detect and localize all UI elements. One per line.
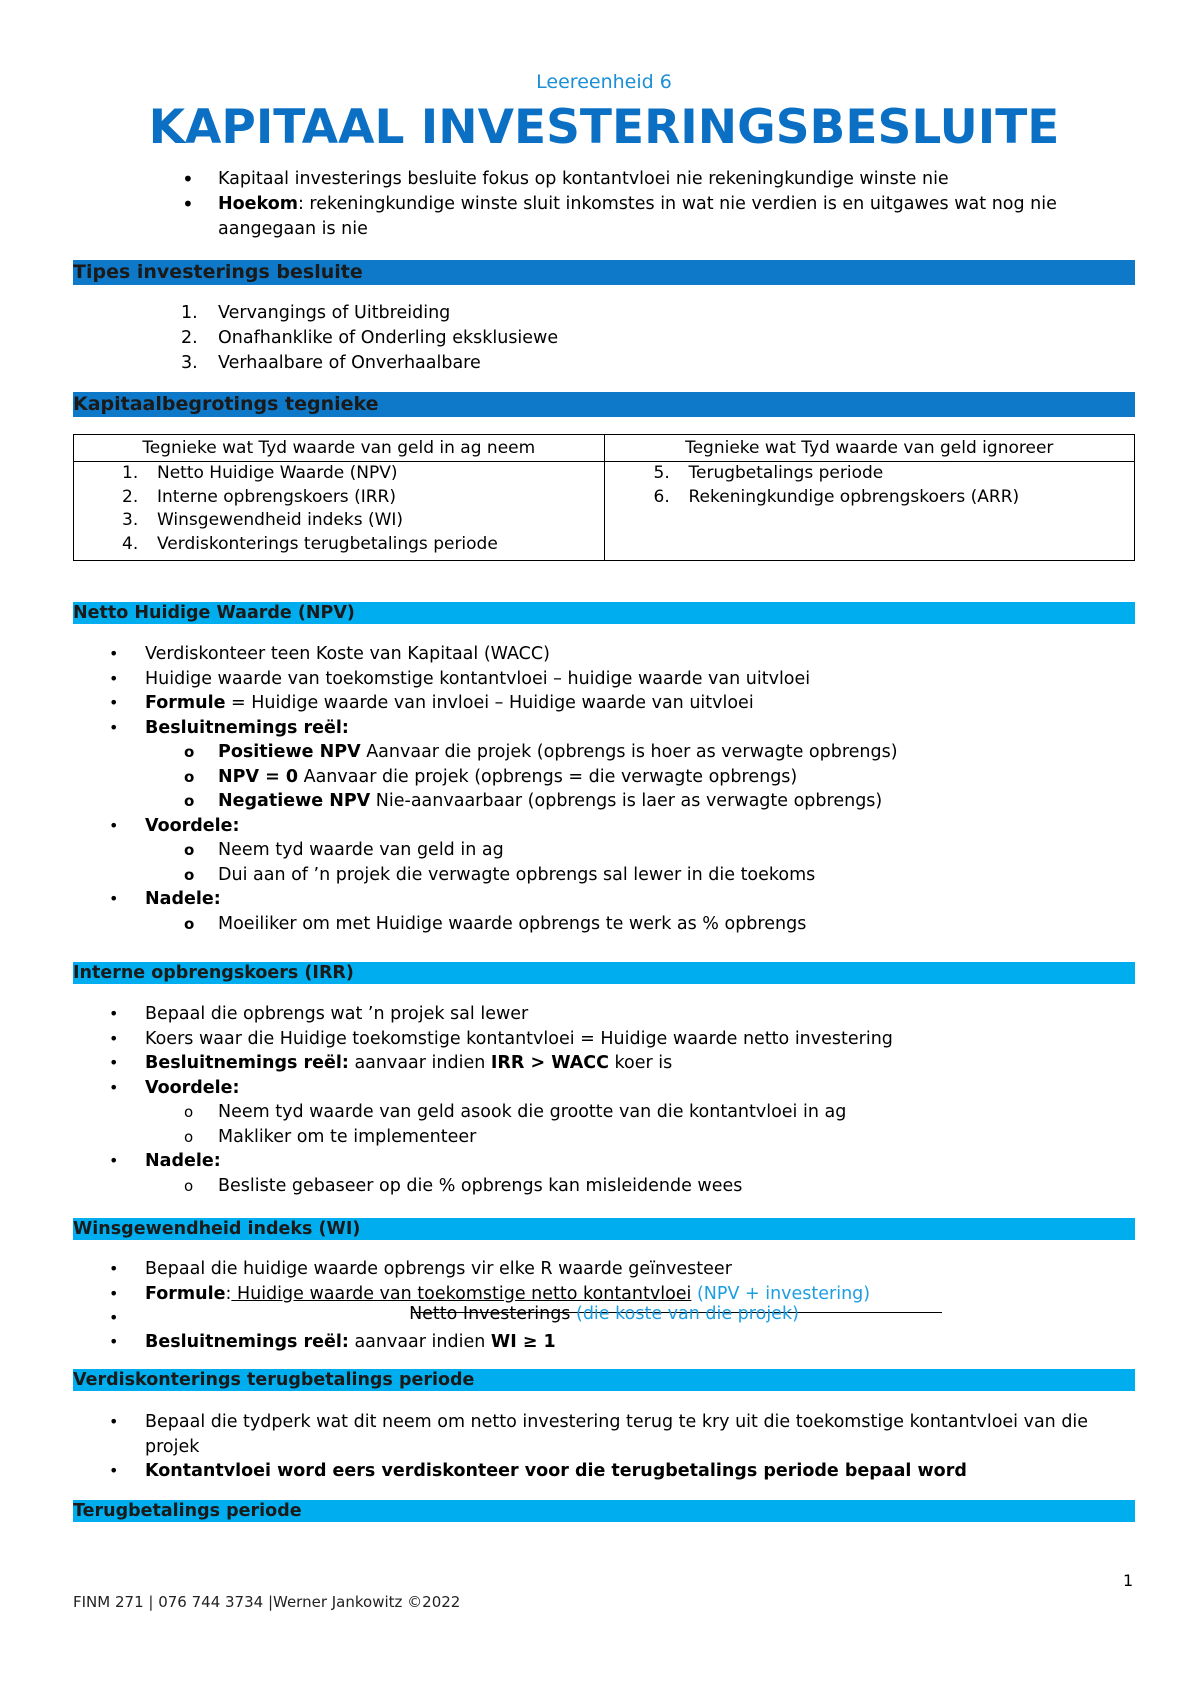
list-number: 5.: [653, 463, 670, 483]
list-number: 1.: [122, 463, 139, 483]
list-number: 6.: [653, 486, 670, 507]
list-item: [73, 167, 1135, 192]
list-bold: Besluitnemings reël:: [145, 717, 349, 738]
npv-list: [73, 642, 1135, 936]
list-item: [73, 691, 1135, 716]
list-text: Makliker om te implementeer: [218, 1126, 477, 1147]
list-bold: Formule: [145, 1283, 226, 1304]
list-bold: Nadele:: [145, 1151, 221, 1171]
list-item: [73, 326, 1135, 351]
list-bold: Formule: [145, 693, 226, 713]
sub-list-item: [73, 1100, 1135, 1125]
page-title: KAPITAAL INVESTERINGSBESLUITE: [148, 100, 1060, 155]
list-text: = Huidige waarde van invloei – Huidige waarde van uitvloei: [225, 693, 754, 713]
list-text: Verhaalbare of Onverhaalbare: [218, 353, 481, 373]
list-bold: WI ≥ 1: [490, 1332, 556, 1352]
list-text: aanvaar indien: [348, 1053, 491, 1073]
page-footer: FINM 271 | 076 744 3734 |Werner Jankowitz ©2022: [73, 1593, 461, 1611]
sub-list-item: [73, 838, 1135, 863]
list-item: [605, 486, 1135, 510]
list-text: Neem tyd waarde van geld asook die grootte van die kontantvloei in ag: [218, 1102, 847, 1122]
list-item: [73, 1027, 1135, 1052]
list-number: 1.: [181, 303, 198, 323]
list-text: Verdiskonterings terugbetalings periode: [157, 533, 498, 554]
section-heading-dpp: Verdiskonterings terugbetalings periode: [73, 1369, 1135, 1391]
list-text: Koers waar die Huidige toekomstige kontantvloei = Huidige waarde netto investering: [145, 1028, 893, 1049]
list-item: [73, 642, 1135, 667]
intro-text: : rekeningkundige winste sluit inkomstes in wat nie verdien is en uitgawes wat nog nie: [297, 194, 1057, 214]
list-text: Rekeningkundige opbrengskoers (ARR): [688, 486, 1020, 507]
list-item: [73, 667, 1135, 692]
page-number: 1: [1123, 1571, 1134, 1590]
list-text: Aanvaar die projek (opbrengs is hoer as verwagte opbrengs): [360, 742, 898, 762]
intro-bold: Hoekom: [218, 194, 298, 214]
unit-subtitle: Leereenheid 6: [536, 71, 672, 93]
types-list: [73, 301, 1135, 376]
list-item: [73, 716, 1135, 741]
list-text: Besliste gebaseer op die % opbrengs kan misleidende wees: [218, 1175, 743, 1196]
list-bold: Positiewe NPV: [218, 742, 361, 762]
list-item: [73, 192, 1135, 242]
list-number: 4.: [122, 533, 139, 554]
sub-list-item: [73, 740, 1135, 765]
sub-list-item: [73, 863, 1135, 888]
list-bold: Besluitnemings reël:: [145, 1332, 349, 1352]
sub-list-item: [73, 1125, 1135, 1150]
list-text: Bepaal die opbrengs wat ’n projek sal lewer: [145, 1004, 529, 1024]
list-text: Neem tyd waarde van geld in ag: [218, 840, 504, 860]
section-heading-payback: Terugbetalings periode: [73, 1500, 1135, 1522]
table-header-row: [74, 435, 1135, 462]
formula-denominator: [73, 1302, 1135, 1326]
list-text: :: [225, 1283, 232, 1304]
sub-list-item: [73, 765, 1135, 790]
list-text: Netto Huidige Waarde (NPV): [157, 463, 398, 483]
intro-text: aangegaan is nie: [218, 219, 368, 239]
table-row: [74, 462, 1135, 561]
table-header-cell: Tegnieke wat Tyd waarde van geld in ag neem: [74, 435, 605, 462]
list-item: [73, 1257, 1135, 1282]
list-text: aanvaar indien: [348, 1332, 491, 1352]
list-item: [73, 301, 1135, 326]
section-heading-wi: Winsgewendheid indeks (WI): [73, 1218, 1135, 1240]
list-text: Aanvaar die projek (opbrengs = die verwagte opbrengs): [298, 766, 798, 787]
list-text: Bepaal die tydperk wat dit neem om netto investering terug te kry uit die toekomstige kontantvloei van die: [145, 1412, 1089, 1432]
list-item: [73, 1410, 1135, 1459]
list-item: [73, 351, 1135, 376]
list-item: [73, 1051, 1135, 1076]
list-bold: Nadele:: [145, 889, 221, 909]
list-bold: Kontantvloei word eers verdiskonteer voor die terugbetalings periode bepaal word: [145, 1461, 967, 1481]
list-bold: IRR > WACC: [490, 1053, 609, 1073]
list-text: projek: [145, 1436, 200, 1457]
section-heading-techniques: Kapitaalbegrotings tegnieke: [73, 392, 1135, 417]
list-number: 3.: [122, 510, 139, 530]
sub-list-item: [73, 789, 1135, 814]
irr-list: [73, 1002, 1135, 1198]
list-bold: Besluitnemings reël:: [145, 1053, 349, 1073]
sub-list-item: [73, 912, 1135, 937]
section-heading-irr: Interne opbrengskoers (IRR): [73, 962, 1135, 984]
table-header-cell: Tegnieke wat Tyd waarde van geld ignoreer: [604, 435, 1135, 462]
list-item: [73, 1149, 1135, 1174]
list-text: Winsgewendheid indeks (WI): [157, 510, 404, 530]
list-text: Verdiskonteer teen Koste van Kapitaal (WACC): [145, 644, 550, 664]
list-text: Huidige waarde van toekomstige kontantvloei – huidige waarde van uitvloei: [145, 668, 811, 689]
list-text: Onafhanklike of Onderling eksklusiewe: [218, 328, 559, 348]
list-text: koer is: [608, 1053, 673, 1073]
list-text: Dui aan of ’n projek die verwagte opbrengs sal lewer in die toekoms: [218, 864, 816, 885]
list-text: Moeiliker om met Huidige waarde opbrengs te werk as % opbrengs: [218, 913, 807, 934]
intro-text: Kapitaal investerings besluite fokus op kontantvloei nie rekeningkundige winste nie: [218, 169, 949, 189]
formula-denominator-text: Netto Investerings: [409, 1304, 571, 1324]
formula-numerator: Huidige waarde van toekomstige netto kontantvloei: [231, 1283, 692, 1304]
list-item: [73, 1459, 1135, 1484]
list-number: 2.: [181, 328, 198, 348]
list-bold: Negatiewe NPV: [218, 791, 371, 811]
table-cell: [74, 462, 605, 561]
list-text: Vervangings of Uitbreiding: [218, 303, 451, 323]
list-text: Bepaal die huidige waarde opbrengs vir elke R waarde geïnvesteer: [145, 1259, 732, 1279]
list-number: 3.: [181, 353, 198, 373]
list-item: [74, 509, 604, 533]
table-cell: [604, 462, 1135, 561]
list-item: [74, 462, 604, 486]
sub-list-item: [73, 1174, 1135, 1199]
intro-list: [73, 167, 1135, 242]
list-item: [74, 486, 604, 510]
list-item: [73, 1076, 1135, 1101]
formula-note: (die koste van die projek): [570, 1304, 799, 1324]
list-bold: Voordele:: [145, 815, 240, 836]
list-text: Terugbetalings periode: [688, 463, 884, 483]
section-heading-types: Tipes investerings besluite: [73, 260, 1135, 285]
list-item: [73, 1002, 1135, 1027]
list-bold: NPV = 0: [218, 766, 299, 787]
list-item: [73, 887, 1135, 912]
list-text: Interne opbrengskoers (IRR): [157, 486, 396, 507]
section-heading-npv: Netto Huidige Waarde (NPV): [73, 602, 1135, 624]
techniques-table: [73, 434, 1135, 561]
list-item: [73, 1330, 1135, 1355]
list-item: [605, 462, 1135, 486]
list-item: [74, 533, 604, 557]
list-item: [73, 814, 1135, 839]
list-text: Nie-aanvaarbaar (opbrengs is laer as verwagte opbrengs): [370, 791, 883, 811]
formula-note: (NPV + investering): [691, 1283, 871, 1304]
list-bold: Voordele:: [145, 1077, 240, 1098]
list-number: 2.: [122, 486, 139, 507]
dpp-list: [73, 1410, 1135, 1484]
